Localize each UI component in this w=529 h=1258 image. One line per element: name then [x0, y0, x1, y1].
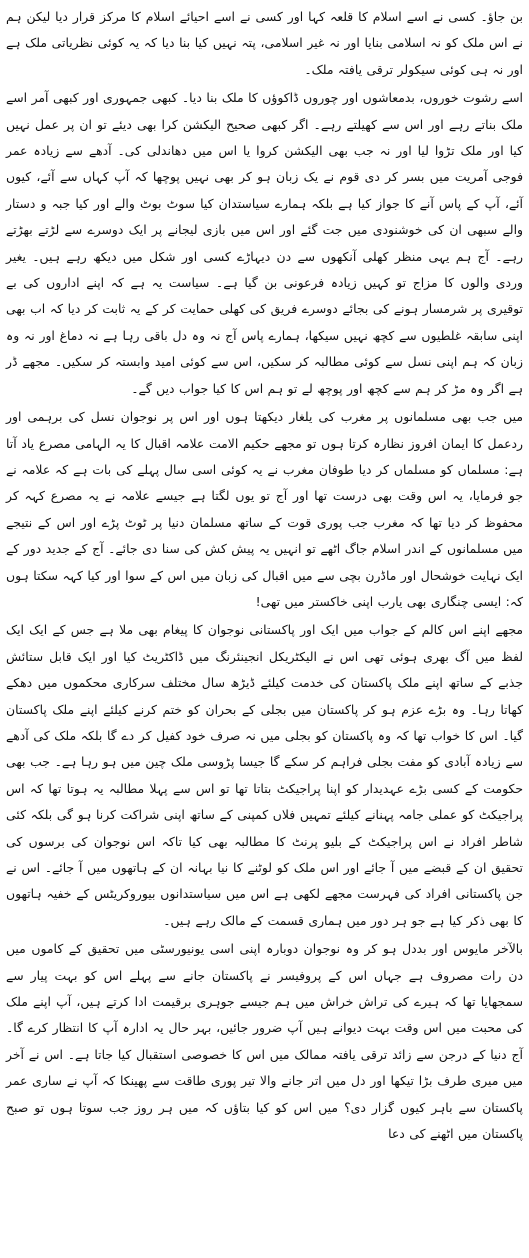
article-paragraph-5: بالآخر مایوس اور بددل ہو کر وہ نوجوان دوبارہ اپنی اسی یونیورسٹی میں تحقیق کے کاموں میں دن رات مصروف ہے جہاں اس کے پروفیسر نے پاکستان جانے سے پہلے اس کو بہت پیار سے سمجھایا تھا کہ ہیرے کی تراش خراش میں ہم جیسے جوہری برقیمت ادا کرتے ہیں، آپ اپنے ملک کی محبت میں اس وقت بہت دیوانے ہیں آپ ضرور جائیں، بہر حال یہ ادارہ آپ کا انتظار کرے گا۔ آج دنیا کے درجن سے زائد ترقی یافتہ ممالک میں اس کا خصوصی استقبال کیا جاتا ہے۔ اس نے آخر میں میری طرف بڑا تیکھا اور دل میں اتر جانے والا تیر پوری طاقت سے پھینکا کہ آپ نے ساری عمر پاکستان سے باہر کیوں گزار دی؟ میں اس کو کیا بتاؤں کہ میں ہر روز جب سوتا ہوں تو صبح پاکستان میں اٹھنے کی دعا: [6, 941, 523, 1142]
article-paragraph-1: بن جاؤ۔ کسی نے اسے اسلام کا قلعہ کہا اور کسی نے اسے احیائے اسلام کا مرکز قرار دیا لیکن ہم نے اس ملک کو نہ اسلامی بنایا اور نہ غیر اسلامی، پتہ نہیں کیا بنا دیا کہ یہ کوئی نظریاتی ملک ہے اور نہ ہی کوئی سیکولر ترقی یافتہ ملک۔: [6, 9, 523, 77]
article-paragraph-4: مجھے اپنے اس کالم کے جواب میں ایک اور پاکستانی نوجوان کا پیغام بھی ملا ہے جس کے ایک ایک لفظ میں آگ بھری ہوئی تھی اس نے الیکٹریکل انجینئرنگ میں ڈاکٹریٹ کیا اور ایک قابل ستائش جذبے کے ساتھ اپنے ملک پاکستان کی خدمت کیلئے ڈیڑھ سال مختلف سرکاری محکموں میں دھکے کھاتا رہا۔ وہ بڑے عزم ہو کر پاکستان میں بجلی کے بحران کو ختم کرنے کیلئے اپنے ملک پاکستان گیا۔ اس کا خواب تھا کہ وہ پاکستان کو بجلی میں نہ صرف خود کفیل کر دے گا بلکہ ملک کی آدھے سے زیادہ آبادی کو مفت بجلی فراہم کر سکے گا جیسا پڑوسی ملک چین میں ہو رہا ہے۔ جب بھی حکومت کے کسی بڑے عہدیدار کو اپنا پراجیکٹ بتاتا تھا تو اس سے پہلا مطالبہ یہ ہوتا تھا کہ اس پراجیکٹ کو عملی جامہ پہنانے کیلئے تمہیں فلاں کمپنی کے ساتھ اپنی شراکت کرنا ہو گی بلکہ کئی شاطر افراد نے اس پراجیکٹ کے بلیو پرنٹ کا مطالبہ بھی کیا تاکہ اس نوجوان کی برسوں کی تحقیق ان کے قبضے میں آ جائے اور اس ملک کو لوٹنے کا نیا بہانہ ان کے ہاتھوں میں آ جائے۔ اس نے جن پاکستانی افراد کی فہرست مجھے لکھی ہے اس میں سیاستدانوں بیوروکریٹس کے خفیہ ہاتھوں کا بھی ذکر کیا ہے جو ہر دور میں ہماری قسمت کے مالک رہے ہیں۔: [6, 622, 523, 928]
article-paragraph-3: میں جب بھی مسلمانوں پر مغرب کی یلغار دیکھتا ہوں اور اس پر نوجوان نسل کی برہمی اور ردعمل کا ایمان افروز نظارہ کرتا ہوں تو مجھے حکیم الامت علامہ اقبال کا یہ الہامی مصرع یاد آتا ہے: مسلماں کو مسلماں کر دیا طوفان مغرب نے یہ کوئی اسی سال پہلے کی بات ہے کہ علامہ نے جو فرمایا، یہ اس وقت بھی درست تھا اور آج تو یوں لگتا ہے جیسے علامہ نے یہ مصرع کہہ کر محفوظ کر دیا تھا کہ مغرب جب پوری قوت کے ساتھ مسلمان دنیا پر ٹوٹ پڑے اور اس کے نتیجے میں مسلمانوں کے اندر اسلام جاگ اٹھے تو انہیں یہ پیش کش کی سنا دی جائے۔ آج کے جدید دور کے ایک نہایت خوشحال اور ماڈرن بچی سے میں اقبال کی زبان میں اس کے سوا اور کیا کہہ سکتا ہوں کہ: ایسی چنگاری بھی یارب اپنی خاکستر میں تھی!: [6, 409, 523, 609]
article-paragraph-2: اسے رشوت خوروں، بدمعاشوں اور چوروں ڈاکوؤں کا ملک بنا دیا۔ کبھی جمہوری اور کبھی آمر اسے ملک بناتے رہے اور اس سے کھیلتے رہے۔ اگر کبھی صحیح الیکشن کرا بھی دیئے تو ان پر عمل نہیں کیا اور ملک تڑوا لیا اور نہ جب بھی الیکشن کروا یا اس میں دھاندلی کی۔ آدھے سے زیادہ عمر فوجی آمریت میں بسر کر دی قوم نے یک زبان ہو کر بھی نہیں پوچھا کہ آپ کہاں سے آئے، کیوں آئے، آپ کے پاس آنے کا جواز کیا ہے بلکہ ہمارے سیاستدان کیا سوٹ بوٹ والے اور کیا جبہ و دستار والے سبھی ان کی خوشنودی میں جت گئے اور اس میں بازی لیجانے پر ایک دوسرے سے لڑتے بھڑتے رہے۔ آج ہم یہی منظر کھلی آنکھوں سے دن دیہاڑے کسی اور شکل میں دیکھ رہے ہیں۔ یغیر وردی والوں کا مزاج تو کہیں زیادہ فرعونی بن گیا ہے۔ سیاست یہ ہے کہ اپنے اداروں کی بے توقیری پر شرمسار ہونے کی بجائے دوسرے فریق کی کھلی حمایت کر کے یہ ثابت کر دیا کہ اب بھی اپنی سابقہ غلطیوں سے کچھ نہیں سیکھا، ہمارے پاس آج نہ وہ دل باقی رہا ہے نہ دماغ اور نہ وہ زبان کہ ہم اپنی نسل سے کوئی مطالبہ کر سکیں، اس سے کوئی امید وابستہ کر سکیں۔ مجھے ڈر ہے اگر وہ مڑ کر ہم سے کچھ اور پوچھ لے تو ہم اس کا کیا جواب دیں گے۔: [6, 90, 523, 396]
